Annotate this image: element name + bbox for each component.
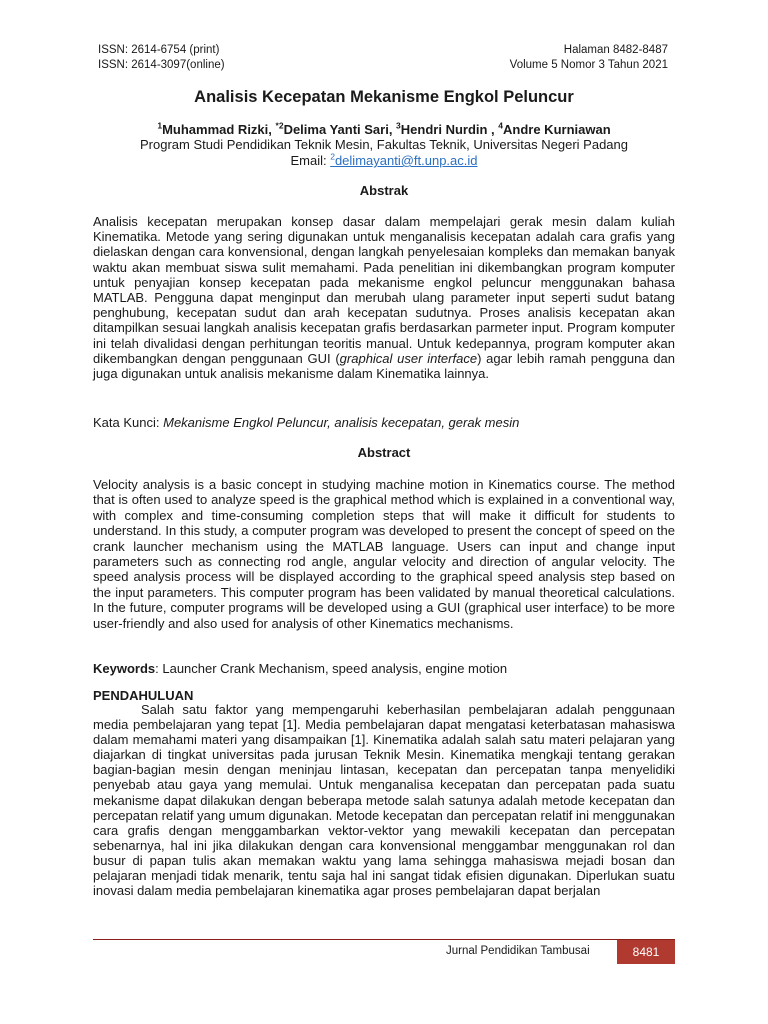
author-list — [0, 122, 768, 137]
email-address: delimayanti@ft.unp.ac.id — [334, 153, 478, 168]
issn-online: ISSN: 2614-3097(online) — [98, 59, 225, 71]
page-number-badge: 8481 — [617, 940, 675, 964]
kata-kunci-label: Kata Kunci: — [93, 415, 164, 430]
keywords-label: Keywords — [93, 661, 156, 676]
issn-print: ISSN: 2614-6754 (print) — [98, 44, 220, 56]
email-line — [0, 153, 768, 168]
volume-info: Volume 5 Nomor 3 Tahun 2021 — [509, 59, 668, 71]
author-1-sup: 1 — [157, 120, 163, 131]
abstrak-text-main: Analisis kecepatan merupakan konsep dasar dalam mempelajari gerak mesin dalam kuliah Kinematika. Metode yang sering digunakan untuk menganalisis kecepatan adalah cara grafis yang dielaskan dengan cara konvensional, dengan langkah penyelesaian kompleks dan memakan banyak waktu akan membuat siswa sulit memahami. Pada penelitian ini dikembangkan program komputer untuk penyajian konsep kecepatan pada mekanisme engkol peluncur menggunakan bahasa MATLAB. Pengguna dapat menginput dan merubah ulang parameter input seperti sudut batang penghubung, kecepatan sudut dan arah kecepatan sudutnya. Proses analisis kecepatan akan ditampilkan sesuai langkah analisis kecepatan grafis berdasarkan parmeter input. Program komputer ini telah divalidasi dengan perhitungan teoritis manual. Untuk kedepannya, program komputer akan dikembangkan dengan penggunaan GUI ( — [93, 214, 675, 366]
kata-kunci-text: Mekanisme Engkol Peluncur, analisis kecepatan, gerak mesin — [163, 415, 520, 430]
footer-rule — [93, 939, 675, 940]
author-4-sup: 4 — [498, 120, 504, 131]
keywords — [93, 661, 675, 676]
volume-block — [510, 43, 668, 73]
author-1: Muhammad Rizki, — [162, 122, 276, 137]
abstract-text: Velocity analysis is a basic concept in studying machine motion in Kinematics course. The method that is often used to analyze speed is the graphical method which is explained in a conventional way, with complex and time-consuming completion steps that will make it difficult for students to understand. In this study, a computer program was developed to present the concept of speed on the crank launcher mechanism using the MATLAB language. Users can input and change input parameters such as connecting rod angle, angular velocity and direction of angular velocity. The speed analysis process will be displayed according to the graphical speed analysis step based on the input parameters. This computer program has been validated by manual theoretical calculations. In the future, computer programs will be developed using a GUI (graphical user interface) to be more user-friendly and also used for analysis of other Kinematics mechanisms. — [93, 477, 675, 631]
pendahuluan-text: Salah satu faktor yang mempengaruhi keberhasilan pembelajaran adalah penggunaan media pembelajaran yang tepat [1]. Media pembelajaran dapat mengatasi keterbatasan mahasiswa dalam memahami materi yang disampaikan [1]. Kinematika adalah salah satu materi pelajaran yang diajarkan di tingkat universitas pada jurusan Teknik Mesin. Kinematika mengkaji tentang gerakan bagian-bagian mesin dengan meninjau lintasan, kecepatan dan percepatan tanpa menyelidiki penyebab atau gaya yang memulai. Untuk menganalisa kecepatan dan percepatan pada suatu mekanisme dapat dilakukan dengan beberapa metode salah satunya adalah metode kecepatan dan percepatan relatif yang umum digunakan. Metode kecepatan dan percepatan relatif ini menggunakan cara grafis dengan menggambarkan vektor-vektor yang mewakili kecepatan dan percepatan sebenarnya, hal ini jika dilakukan dengan cara konvensional menggambar menggunakan rol dan busur di papan tulis akan memakan waktu yang lama sehingga mahasiswa mejadi bosan dan pelajaran menjadi tidak menarik, tentu saja hal ini sangat tidak efisien digunakan. Diperlukan suatu inovasi dalam media pembelajaran kinematika agar proses pembelajaran dapat berjalan — [93, 702, 675, 899]
affiliation: Program Studi Pendidikan Teknik Mesin, Fakultas Teknik, Universitas Negeri Padang — [140, 137, 628, 152]
paper-title: Analisis Kecepatan Mekanisme Engkol Peluncur — [194, 88, 574, 106]
email-label: Email: — [290, 153, 331, 168]
page-range: Halaman 8482-8487 — [563, 44, 668, 56]
keywords-text: : Launcher Crank Mechanism, speed analysis, engine motion — [155, 661, 508, 676]
abstrak-text-end: ) agar lebih ramah pengguna dan juga digunakan untuk analisis mekanisme dalam Kinematika lainnya. — [93, 350, 675, 382]
email-sup: 2 — [330, 151, 335, 162]
abstract-heading: Abstract — [357, 445, 411, 460]
abstrak-text-italic: graphical user interface — [339, 350, 478, 366]
kata-kunci — [93, 415, 675, 430]
author-3-sup: 3 — [396, 120, 401, 131]
journal-name: Jurnal Pendidikan Tambusai — [446, 945, 590, 957]
email-link[interactable] — [330, 153, 477, 168]
author-2: Delima Yanti Sari, — [283, 122, 397, 137]
author-2-sup: *2 — [275, 120, 284, 131]
abstrak-text — [93, 214, 675, 381]
author-3: Hendri Nurdin , — [400, 122, 499, 137]
pendahuluan-heading: PENDAHULUAN — [93, 688, 194, 703]
issn-block — [98, 43, 225, 73]
author-4: Andre Kurniawan — [503, 122, 611, 137]
abstrak-heading: Abstrak — [359, 183, 409, 198]
